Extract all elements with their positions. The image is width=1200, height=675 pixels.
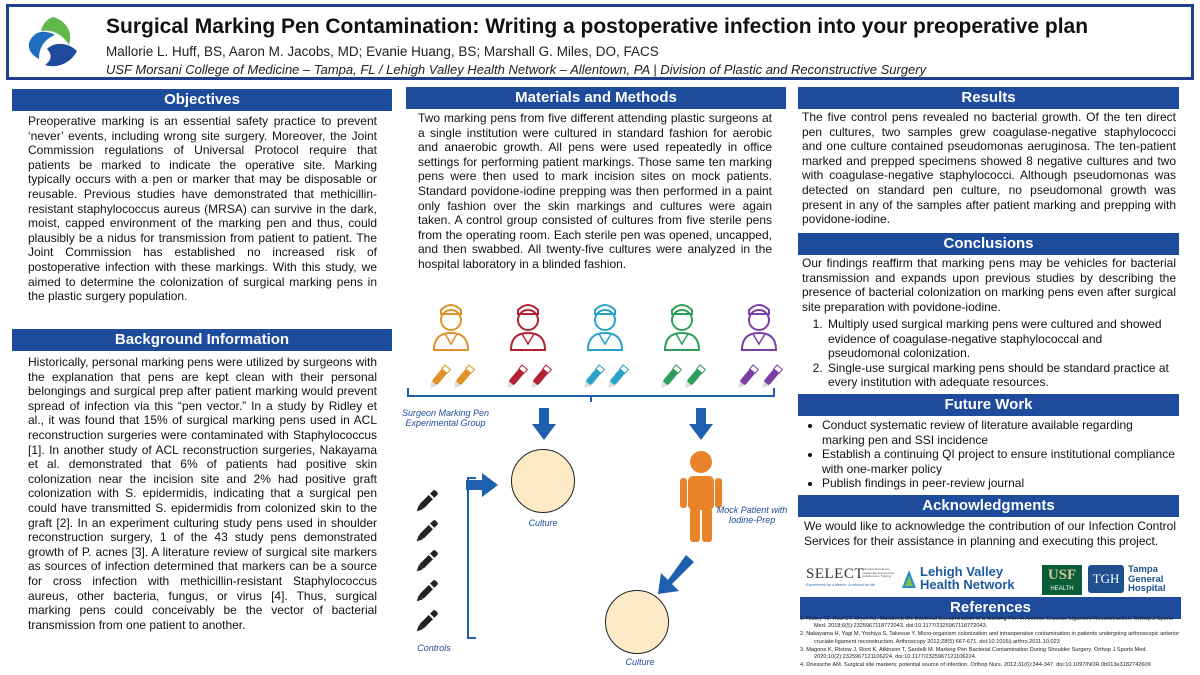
list-item: 1. Multiply used surgical marking pens were cultured and showed evidence of coagulase-negative staphylococcal and pseudomonal colonization. <box>826 317 1176 361</box>
surgeon-icons <box>434 305 776 350</box>
list-item: • Conduct systematic review of literature available regarding marking pen and SSI incidence <box>822 418 1176 447</box>
tgh-logo: TGH Tampa General Hospital <box>1088 565 1186 595</box>
usf-health-logo: USF HEALTH <box>1042 565 1082 595</box>
background-text: Historically, personal marking pens were utilized by surgeons with the explanation that pens are kept clean with their personal belongings and surgical prep after patient marking would prevent spread of infection via this “pen vector.” In a study by Ridley et al., it was found that 15% of surgical marking pens used in ACL reconstruction surgeries were contaminated with Staphylococcus [1]. In another study of ACL reconstruction surgeries, Nakayama et al. demonstrated that 6% of patients had positive skin colonization near the incision site and 2% had positive graft colonization with S. epidermidis, indicating that a surgical pen could have transmitted S. epidermidis from colonized skin to the graft [2]. In an experiment culturing study pens used in shoulder reconstruction surgery, 1 of the 43 study pens demonstrated growth of P. acnes [3]. A literature review of surgical site markers as sources of infection determined that markers can be a source for cross infection with methicillin-resistant Staphylococcus aureus, other bacteria, fungus, or virus [4]. Thus, surgical marking pens could conceivably be the vector of bacterial transmission from one patient to another. <box>28 355 377 632</box>
list-item: • Publish findings in peer-review journal <box>822 476 1176 491</box>
lvhn-logo: Lehigh Valley Health Network <box>900 564 1040 596</box>
arrow-down-icon <box>532 408 556 440</box>
reference-item: 1. Ridley TJ, Rud CT, Krych AJ, Macalena JA. Bacterial Contamination of a Marking Pen in Anterior Cruciate Ligament Reconstruction. Orthop J Sports Med. 2018;6(5):2325967118772043. doi:10.1177/2325967118772043. <box>800 616 1173 630</box>
lvhn-mark-icon <box>900 568 918 590</box>
marker-pen-icon <box>582 365 605 390</box>
affiliations: USF Morsani College of Medicine – Tampa, FL / Lehigh Valley Health Network – Allentown, PA | Division of Plastic and Reconstructive Surgery <box>106 62 927 77</box>
arrow-diagonal-icon <box>658 555 694 594</box>
arrow-down-icon <box>689 408 713 440</box>
objectives-heading: Objectives <box>12 89 392 111</box>
poster-header <box>6 4 1194 80</box>
poster-title: Surgical Marking Pen Contamination: Writing a postoperative infection into your preoperative plan <box>106 15 1089 38</box>
marker-pen-icon <box>736 365 759 390</box>
arrow-right-icon <box>466 473 498 497</box>
future-work-heading: Future Work <box>798 394 1179 416</box>
control-pen-icon <box>415 519 439 543</box>
marker-pen-icon <box>760 365 783 390</box>
reference-item: 4. Driessche AM. Surgical site markers: potential source of infection. Orthop Nurs. 2012;31(6):344-347. doi:10.1097/NOR.0b013e3182742609 <box>800 662 1151 669</box>
methods-heading: Materials and Methods <box>406 87 786 109</box>
conclusions-heading: Conclusions <box>798 233 1179 255</box>
controls-label: Controls <box>417 643 451 653</box>
acknowledgments-heading: Acknowledgments <box>798 495 1179 517</box>
references-heading: References <box>800 597 1181 619</box>
mock-patient-label: Mock Patient with Iodine-Prep <box>716 505 788 525</box>
control-pen-icon <box>415 579 439 603</box>
group-bracket <box>408 388 774 396</box>
objectives-text: Preoperative marking is an essential safety practice to prevent ‘never’ events, including wrong site surgery. Moreover, the Joint Commission regulations of Universal Protocol require that patients be marked to indicate the operative site. Marking typically occurs with a pen or marker that may be disposable or reusable. Previous studies have demonstrated that methicillin-resistant staphylococcus aureus (MRSA) can survive in the dark, moist, capped environment of the marking pen and thus, could plausibly be a nidus for transmission from patient to patient. The Joint Commission has established no increased risk of postoperative infection with these markings. With this study, we aimed to determine the colonization of surgical marking pens in the plastic surgery population. <box>28 114 377 304</box>
control-pen-icon <box>415 489 439 513</box>
culture-dish-1 <box>511 449 575 513</box>
marker-pen-icon <box>606 365 629 390</box>
list-item: • Establish a continuing QI project to ensure institutional compliance with one-marker policy <box>822 447 1176 476</box>
reference-item: 2. Nakayama H, Yagi M, Yoshiya S, Takesue Y. Micro-organism colonization and intraoperative contamination in patients undergoing arthroscopic anterior cruciate ligament reconstruction. Arthroscopy 2012;28(5):667-671. doi:10.1016/j.arthro.2011.10.023 <box>800 631 1180 645</box>
study-diagram <box>396 300 796 675</box>
reference-item: 3. Magone K, Ristow J, Root K, Atkinson T, Sardelli M. Marking Pen Bacterial Contamination During Shoulder Surgery. Orthop J Sports Med. 2020;10(2):2325967121106224. doi:10.1177/2325967121106224. <box>800 646 1148 661</box>
surgeon-icon <box>588 305 622 350</box>
conclusions-text: Our findings reaffirm that marking pens may be vehicles for bacterial transmission and expands upon previous studies by describing the presence of bacterial colonization on marking pens even after surgical site preparation with povidone-iodine. <box>802 256 1176 314</box>
surgeon-icon <box>742 305 776 350</box>
usf-logo-icon <box>23 13 85 75</box>
sponsor-logos <box>806 564 1186 596</box>
marker-pen-icon <box>505 365 528 390</box>
list-item: 2. Single-use surgical marking pens should be standard practice at every institution with adequate resources. <box>826 361 1176 390</box>
acknowledgments-text: We would like to acknowledge the contribution of our Infection Control Services for their assistance in planning and executing this project. <box>804 519 1176 548</box>
results-text: The five control pens revealed no bacterial growth. Of the ten direct pen cultures, two samples grew coagulase-negative staphylococci and one culture contained pseudomonas aeruginosa. The ten-patient marked and prepped specimens showed 8 negative cultures and two with coagulase-negative staphylococci. Although pseudomonas was detected on standard pen culture, no pseudomonal growth was present in any of the samples after patient marking and prepping with povidone-iodine. <box>802 110 1176 227</box>
group-label: Surgeon Marking Pen Experimental Group <box>401 408 490 428</box>
surgeon-icon <box>511 305 545 350</box>
references-list <box>800 616 1186 670</box>
culture-label-1: Culture <box>528 518 558 528</box>
marker-pen-icon <box>683 365 706 390</box>
surgeon-icon <box>665 305 699 350</box>
controls-bracket <box>468 478 476 638</box>
marker-pen-icon <box>452 365 475 390</box>
control-pen-icon <box>415 609 439 633</box>
results-heading: Results <box>798 87 1179 109</box>
control-pens <box>415 489 439 633</box>
mock-patient-icon <box>680 451 722 542</box>
culture-label-2: Culture <box>625 657 655 667</box>
surgeon-pens <box>428 365 783 390</box>
background-heading: Background Information <box>12 329 392 351</box>
select-logo: SELECT Scholarly Excellence, Leadership Experiences, Collaborative Training Experiences for a lifetime. A network for life. <box>806 566 896 587</box>
methods-text: Two marking pens from five different attending plastic surgeons at a single institution were cultured in standard fashion for aerobic and anaerobic growth. All pens were used repeatedly in office settings for performing patient markings. Those same ten marking pens were then used to mark incision sites on mock patients. Standard povidone-iodine prepping was then performed in a paint only fashion over the skin markings and cultures were again taken. A control group consisted of cultures from five sterile pens from the operating room. Each sterile pen was opened, uncapped, and then swabbed. All twenty-five cultures were analyzed in the hospital laboratory in a blinded fashion. <box>418 111 772 271</box>
culture-dish-2 <box>605 590 669 654</box>
future-work-list <box>802 418 1176 491</box>
surgeon-icon <box>434 305 468 350</box>
control-pen-icon <box>415 549 439 573</box>
author-list: Mallorie L. Huff, BS, Aaron M. Jacobs, MD; Evanie Huang, BS; Marshall G. Miles, DO, FACS <box>106 44 659 59</box>
marker-pen-icon <box>659 365 682 390</box>
conclusions-list <box>796 317 1176 390</box>
marker-pen-icon <box>428 365 451 390</box>
marker-pen-icon <box>529 365 552 390</box>
